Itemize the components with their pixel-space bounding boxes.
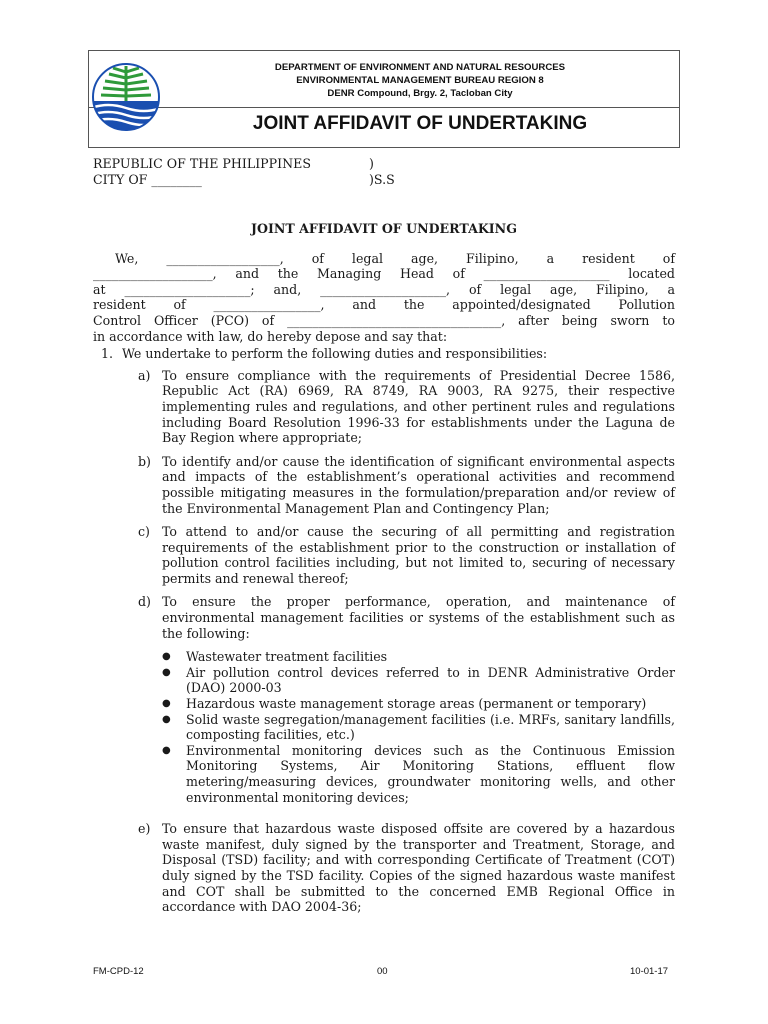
bullet-icon: ● — [162, 713, 171, 725]
venue-ss: )S.S — [369, 172, 395, 187]
intro-paragraph — [93, 251, 675, 345]
bullet-icon: ● — [162, 744, 171, 756]
item-text: To attend to and/or cause the securing of all permitting and registration requirements of the establishment prior to the construction or installation of pollution control facilities including, but not limited to, securing of necessary permits and renewal thereof; — [162, 524, 675, 586]
footer-revision: 00 — [377, 966, 388, 977]
agency-block — [160, 61, 680, 100]
item-label: e) — [138, 821, 151, 837]
bullet-text: Wastewater treatment facilities — [186, 649, 388, 665]
bullet-icon: ● — [162, 651, 171, 663]
list-item — [138, 368, 675, 446]
agency-line-address: DENR Compound, Brgy. 2, Tacloban City — [327, 88, 513, 99]
bullet-text: Environmental monitoring devices such as the Continuous Emission Monitoring Systems, Air Monitoring Stations, effluent flow metering/measuring devices, groundwater monitoring wells, and other environmental monitoring devices; — [186, 742, 675, 805]
footer-date: 10-01-17 — [630, 966, 669, 977]
denr-logo-icon — [91, 62, 161, 132]
item-label: c) — [138, 524, 150, 540]
list-item — [138, 821, 675, 915]
venue-paren: ) — [369, 156, 374, 171]
venue-block — [93, 156, 675, 188]
item-number: 1. — [101, 346, 114, 362]
facilities-bullet-list — [162, 649, 675, 805]
bullet-text: Solid waste segregation/management facilities (i.e. MRFs, sanitary landfills, composting facilities, etc.) — [186, 711, 675, 743]
item-text: To ensure the proper performance, operation, and maintenance of environmental management facilities or systems of the establishment such as the following: — [162, 594, 675, 641]
bullet-item — [162, 712, 675, 743]
bullet-item — [162, 665, 675, 696]
bullet-icon: ● — [162, 666, 171, 678]
header-divider — [89, 107, 679, 108]
document-title: JOINT AFFIDAVIT OF UNDERTAKING — [251, 221, 517, 236]
bullet-item — [162, 696, 675, 712]
form-title: JOINT AFFIDAVIT OF UNDERTAKING — [252, 113, 588, 134]
bullet-text: Air pollution control devices referred to in DENR Administrative Order (DAO) 2000-03 — [186, 664, 675, 696]
intro-line: Control Officer (PCO) of __________________________________, after being sworn to — [93, 312, 675, 328]
item-text: To ensure compliance with the requirements of Presidential Decree 1586, Republic Act (RA) 6969, RA 8749, RA 9003, RA 9275, their respective implementing rules and regulations, and other pertinent rules and regulations including Board Resolution 1996-33 for establishments under the Laguna de Bay Region where appropriate; — [162, 367, 675, 446]
intro-line: in accordance with law, do hereby depose and say that: — [93, 328, 448, 344]
bullet-icon: ● — [162, 698, 171, 710]
bullet-text: Hazardous waste management storage areas (permanent or temporary) — [186, 696, 647, 712]
list-item — [138, 454, 675, 516]
item-label: a) — [138, 367, 151, 383]
bullet-item — [162, 743, 675, 805]
item-label: d) — [138, 594, 151, 610]
bullet-item — [162, 649, 675, 665]
agency-line-department: DEPARTMENT OF ENVIRONMENT AND NATURAL RESOURCES — [274, 62, 566, 73]
footer-form-code: FM-CPD-12 — [93, 966, 144, 977]
list-item — [138, 594, 675, 813]
item-text: To ensure that hazardous waste disposed offsite are covered by a hazardous waste manifest, duly signed by the transporter and Treatment, Storage, and Disposal (TSD) facility; and with corresponding Certificate of Treatment (COT) duly signed by the TSD facility. Copies of the signed hazardous waste manifest and COT shall be submitted to the concerned EMB Regional Office in accordance with DAO 2004-36; — [162, 821, 675, 915]
item-text: To identify and/or cause the identification of significant environmental aspects and impacts of the establishment’s operational activities and recommend possible mitigating measures in the formulation/preparation and/or review of the Environmental Management Plan and Contingency Plan; — [162, 453, 675, 516]
document-body — [93, 156, 675, 923]
intro-line: We, __________________, of legal age, Filipino, a resident of — [115, 250, 675, 266]
venue-republic: REPUBLIC OF THE PHILIPPINES — [93, 156, 311, 171]
duties-list — [138, 368, 675, 915]
intro-line: ___________________, and the Managing Head of ____________________ located — [93, 266, 675, 282]
item-text: We undertake to perform the following duties and responsibilities: — [122, 346, 548, 362]
item-label: b) — [138, 453, 151, 469]
agency-line-bureau: ENVIRONMENTAL MANAGEMENT BUREAU REGION 8 — [296, 75, 544, 86]
intro-line: resident of _________________, and the appointed/designated Pollution — [93, 297, 675, 313]
venue-city: CITY OF ________ — [93, 172, 202, 187]
list-item — [138, 524, 675, 586]
numbered-item-1 — [93, 346, 675, 362]
intro-line: at ____________________; and, ____________________, of legal age, Filipino, a — [93, 281, 675, 297]
